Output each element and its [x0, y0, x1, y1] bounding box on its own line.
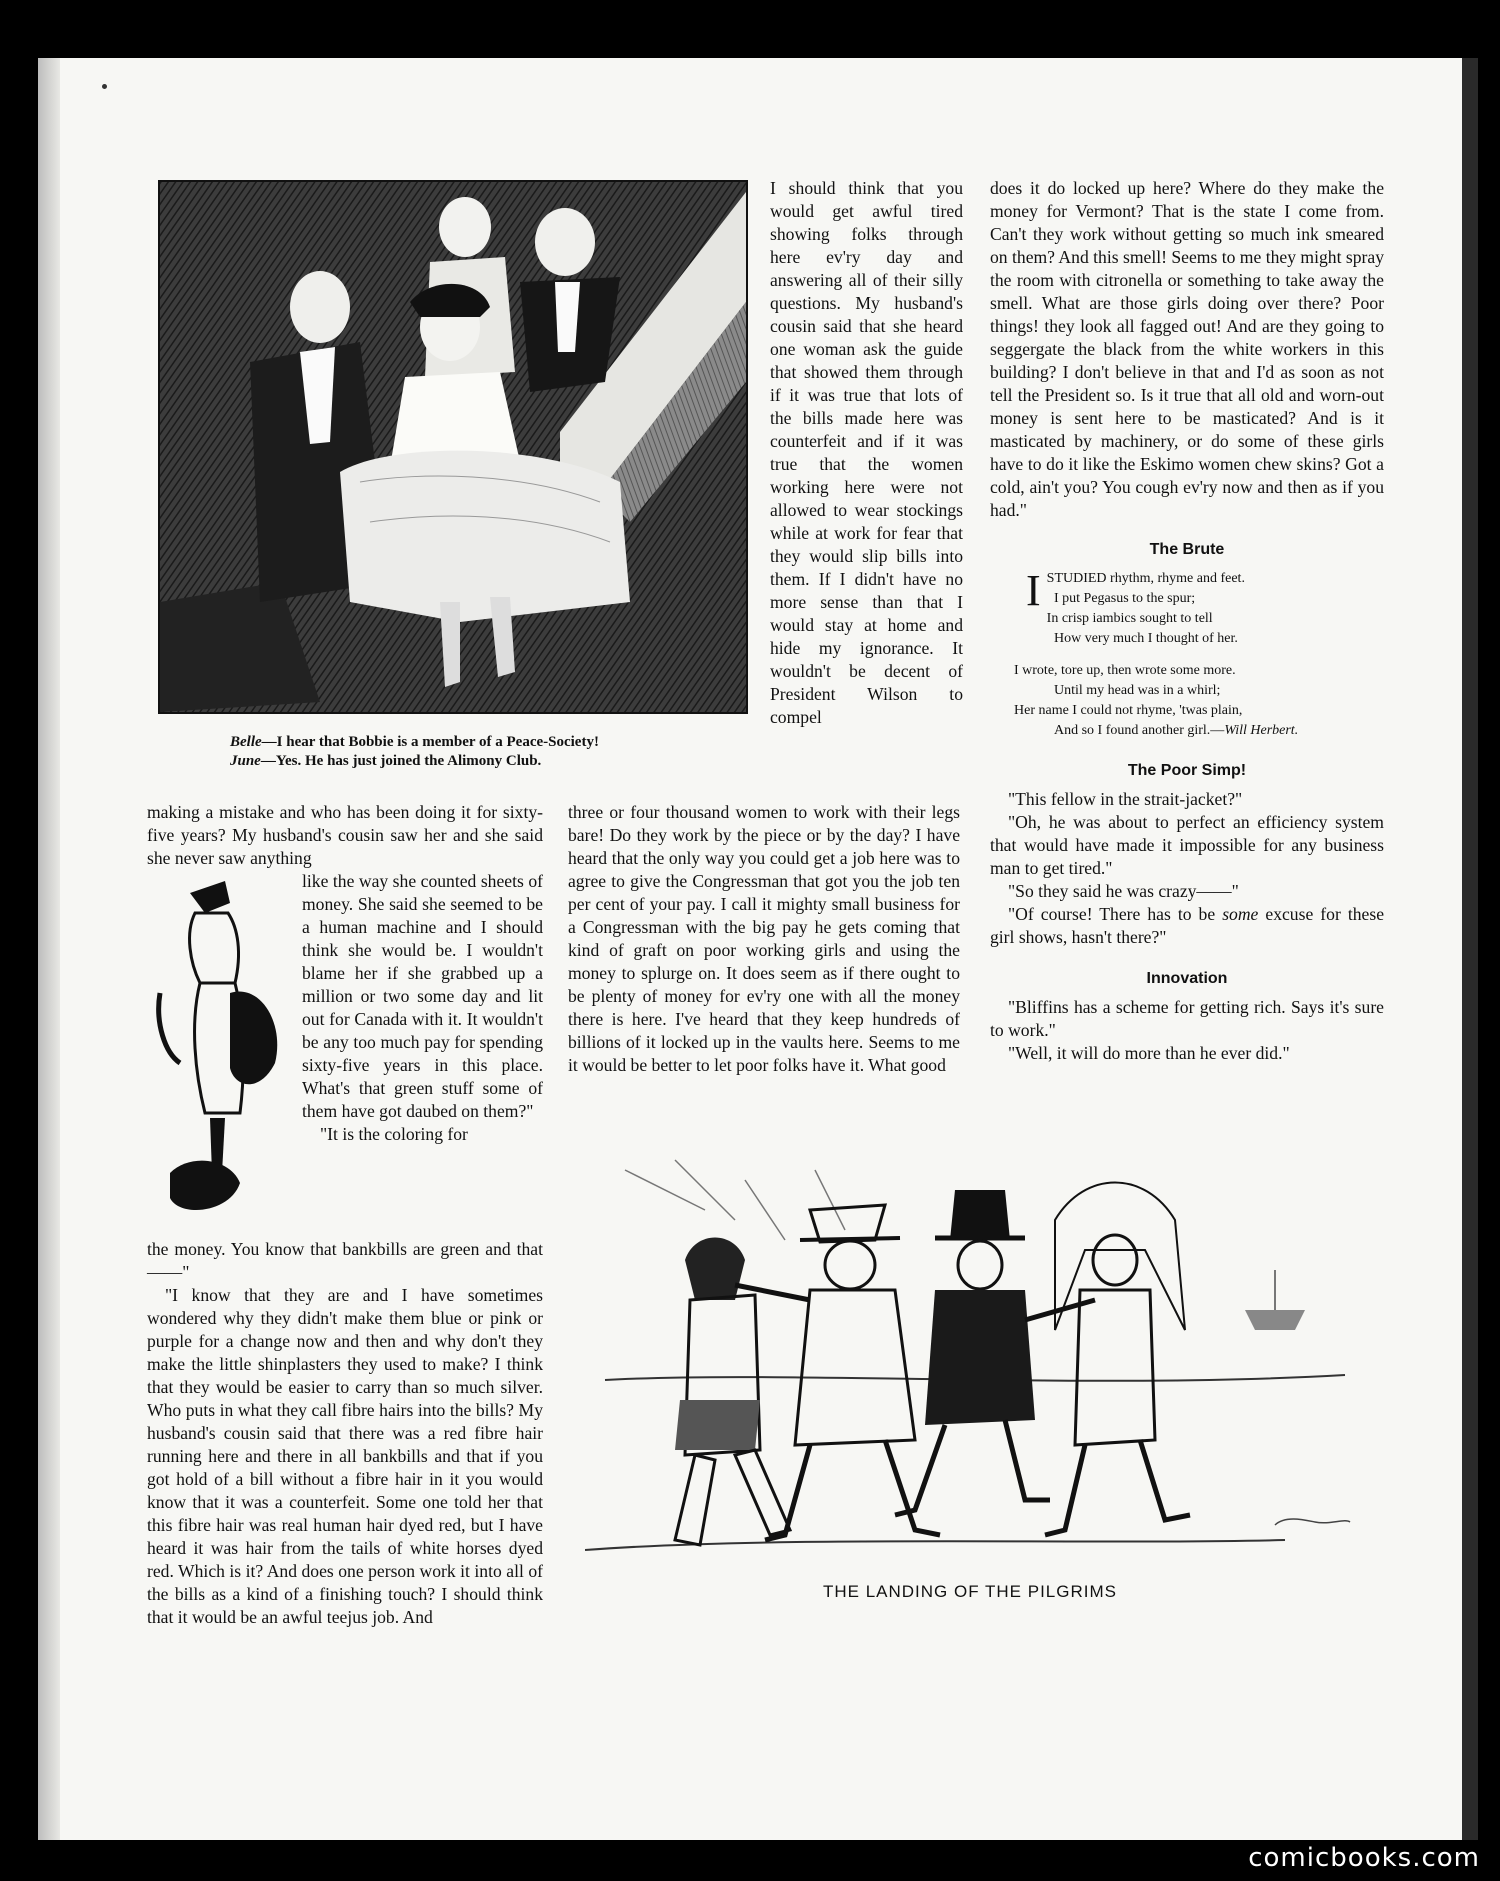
poem-line: Until my head was in a whirl; — [1054, 683, 1221, 698]
text-paragraph: I should think that you would get awful tired showing folks through here ev'ry day and answering all of their silly questions. My husband's cousin said that she heard one woman ask the guide that showed them through if it was true that lots of the bills made here was counterfeit and if it was true that the women working here were not allowed to wear stockings while at work for fear that they would slip bills into them. If I didn't have no more sense than that I would stay at home and hide my ignorance. It wouldn't be decent of President Wilson to compel — [770, 178, 963, 727]
pilgrims-cartoon-drawing — [585, 1150, 1365, 1570]
poem-line: STUDIED rhythm, rhyme and feet. — [1046, 571, 1245, 586]
woman-sketch-drawing — [150, 873, 290, 1228]
column-middle-lower — [568, 801, 960, 1077]
text-paragraph — [990, 903, 1384, 949]
next-page-edge — [1462, 58, 1478, 1840]
site-watermark: comicbooks.com — [1248, 1843, 1480, 1873]
text-emphasis: some — [1222, 904, 1259, 924]
caption-text-june: —Yes. He has just joined the Alimony Club. — [260, 753, 542, 769]
poem-author: Will Herbert. — [1224, 723, 1299, 738]
text-paragraph: "It is the coloring for — [320, 1124, 468, 1144]
caption-line-june — [230, 752, 730, 771]
heading-innovation: Innovation — [1146, 970, 1228, 987]
poem-line: I wrote, tore up, then wrote some more. — [1014, 663, 1236, 678]
caption-line-belle — [230, 733, 730, 752]
poem-the-brute — [990, 566, 1384, 741]
pilgrims-cartoon-illustration — [585, 1150, 1365, 1570]
text-paragraph: "Well, it will do more than he ever did." — [1008, 1043, 1290, 1063]
cartoon-caption: THE LANDING OF THE PILGRIMS — [822, 1582, 1117, 1601]
heading-the-brute: The Brute — [1149, 541, 1225, 558]
column-left-wrap — [302, 870, 543, 1146]
text-paragraph: making a mistake and who has been doing it for sixty-five years? My husband's cousin saw her and she said she never saw anything — [147, 802, 543, 868]
column-right-top — [990, 177, 1384, 1065]
poem-line-last — [1026, 721, 1384, 741]
illustration-caption — [230, 733, 730, 771]
caption-text-belle: —I hear that Bobbie is a member of a Peace-Society! — [261, 734, 599, 750]
text-paragraph: "Bliffins has a scheme for getting rich. Says it's sure to work." — [990, 997, 1384, 1040]
heading-the-poor-simp: The Poor Simp! — [1127, 762, 1247, 779]
text-paragraph: "Oh, he was about to perfect an efficiency system that would have made it impossible for any business man to get tired." — [990, 812, 1384, 878]
text-paragraph: like the way she counted sheets of money. She said she seemed to be a human machine and I should think she would be. I wouldn't blame her if she grabbed up a million or two some day and lit out for Canada with it. It wouldn't be any too much pay for spending sixty-five years in this place. What's that green stuff some of them have got daubed on them?" — [302, 871, 543, 1121]
poem-line: Her name I could not rhyme, 'twas plain, — [1014, 703, 1243, 718]
page-binding — [38, 58, 60, 1840]
text-paragraph: "This fellow in the strait-jacket?" — [1008, 789, 1243, 809]
poem-line: In crisp iambics sought to tell — [1046, 611, 1213, 626]
text-paragraph: the money. You know that bankbills are green and that——" — [147, 1239, 543, 1282]
woman-sketch-illustration — [150, 873, 290, 1228]
poem-line-text: And so I found another girl.— — [1054, 723, 1225, 738]
ballroom-drawing — [160, 182, 746, 712]
poem-dropcap: I — [1026, 566, 1041, 615]
poem-line: I put Pegasus to the spur; — [1054, 591, 1196, 606]
text-fragment: "Of course! There has to be — [1008, 904, 1223, 924]
page-speck — [102, 84, 107, 89]
poem-line: How very much I thought of her. — [1054, 631, 1238, 646]
text-paragraph: "I know that they are and I have sometimes wondered why they didn't make them blue or pink or purple for a change now and then and why don't they make the little shinplasters they used to make? I think that they would be easier to carry than so much silver. Who puts in what they call fibre hairs into the bills? My husband's cousin said that there was a red fibre hair running here and there in all bankbills and that if you got hold of a bill without a fibre hair in it you would know that it was a counterfeit. Some one told her that this fibre hair was real human hair dyed red, but I have heard it was hair from the tails of white horses dyed red. Which is it? And does one person work it into all of the bills as a kind of a finishing touch? I should think that it would be an awful teejus job. And — [147, 1285, 543, 1627]
text-paragraph: does it do locked up here? Where do they make the money for Vermont? That is the state I come from. Can't they work without getting so much ink smeared on them? And this smell! Seems to me they might spray the room with citronella or something to take away the smell. What are those girls doing over there? Poor things! they look all fagged out! And are they going to seggergate the black from the white workers in this building? I don't believe in that and I'd as soon as not tell the President so. Is it true that all old and worn-out money is sent here to be masticated? And is it masticated by machinery, or do some of these girls have to do it like the Eskimo women chew skins? Got a cold, ain't you? You cough ev'ry now and then as if you had." — [990, 178, 1384, 520]
column-middle-top — [770, 177, 963, 729]
text-paragraph: three or four thousand women to work with their legs bare! Do they work by the piece or by the day? I have heard that the only way you could get a job here was to agree to give the Congressman that got you the job ten per cent of your pay. I call it mighty small business for a Congressman with the big pay he gets coming that kind of graft on poor working girls and using the money to splurge on. It does seem as if there ought to be plenty of money for ev'ry one with all the money there is here. I've heard that they keep hundreds of billions of it locked up in the vaults here. Seems to me it would be better to let poor folks have it. What good — [568, 802, 960, 1075]
caption-speaker-belle: Belle — [230, 734, 262, 750]
ballroom-illustration — [158, 180, 748, 714]
text-fragment: excuse for these girl shows, hasn't there?" — [990, 904, 1384, 947]
text-paragraph: "So they said he was crazy——" — [1008, 881, 1239, 901]
caption-speaker-june: June — [230, 753, 261, 769]
column-left-lower — [147, 801, 543, 870]
column-left-bottom — [147, 1238, 543, 1629]
